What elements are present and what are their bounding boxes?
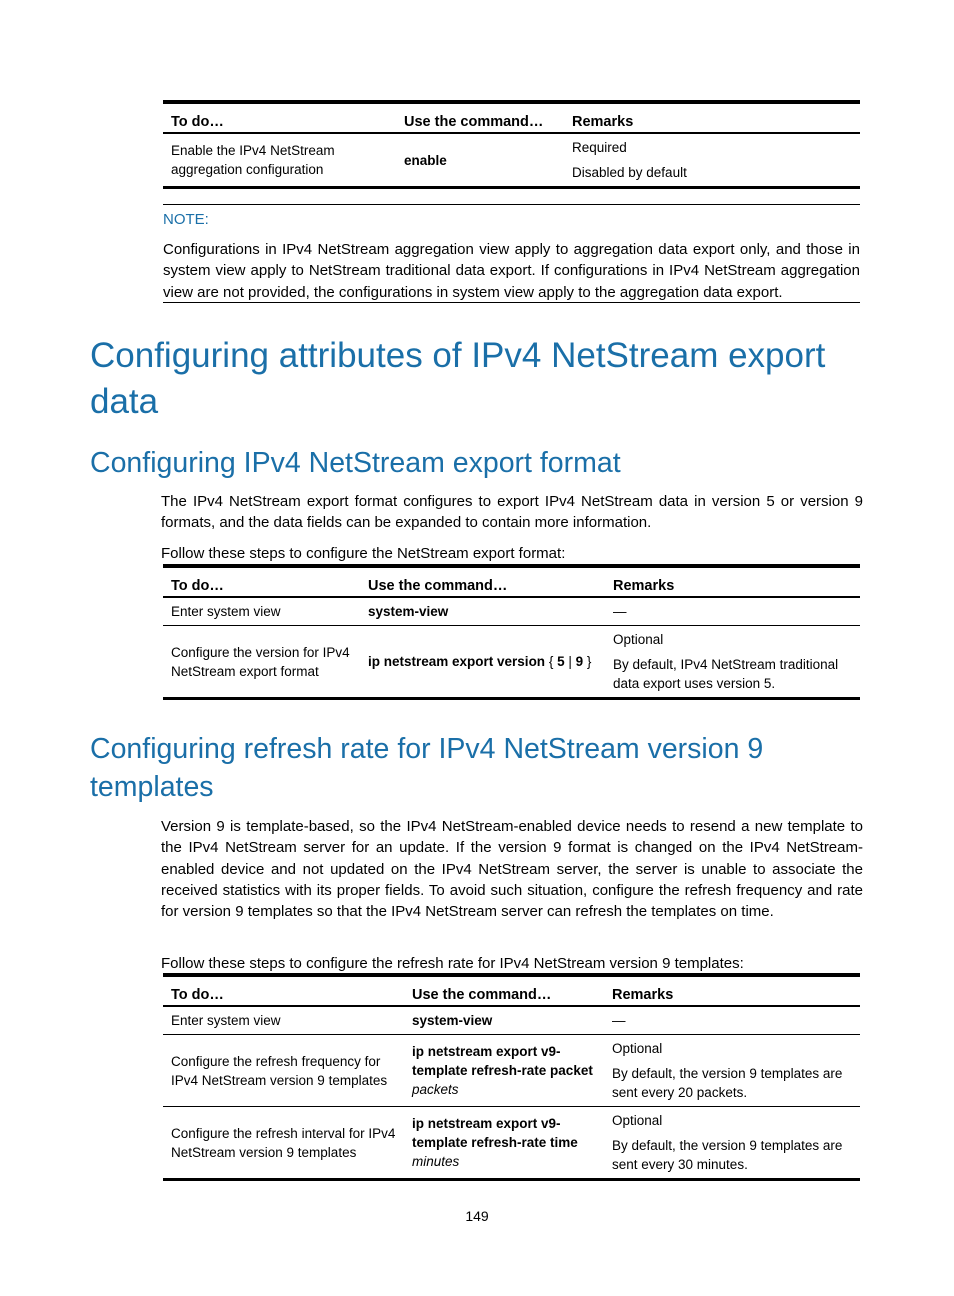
note-top-rule (163, 204, 860, 205)
command-syntax: } (583, 654, 592, 669)
remarks-cell (605, 626, 860, 699)
command-keyword: 5 (557, 654, 565, 669)
refresh-rate-command-table (163, 973, 860, 1181)
aggregation-command-table (163, 100, 860, 189)
page-number: 149 (465, 1208, 489, 1224)
remarks-cell (564, 133, 860, 188)
command-cell (404, 1107, 604, 1180)
command-syntax: | (564, 654, 576, 669)
command-keyword: ip netstream export version (368, 654, 546, 669)
col-header-command: Use the command… (404, 975, 604, 1006)
table-header-row (163, 975, 860, 1006)
command-keyword: ip netstream export v9-template refresh-rate time (412, 1116, 578, 1150)
remark-line: — (612, 1013, 626, 1028)
note-bottom-rule (163, 302, 860, 303)
table-row (163, 1006, 860, 1035)
remarks-cell (605, 597, 860, 626)
remark-line: Optional (612, 1041, 663, 1056)
command-keyword: 9 (575, 654, 584, 669)
col-header-command: Use the command… (360, 566, 605, 597)
remark-line: Required (572, 140, 627, 155)
col-header-todo: To do… (163, 102, 396, 133)
command-argument: minutes (412, 1154, 460, 1169)
command-keyword: system-view (368, 604, 449, 619)
table-row (163, 597, 860, 626)
col-header-todo: To do… (163, 566, 360, 597)
table-row (163, 1035, 860, 1107)
remark-line: By default, the version 9 templates are sent every 20 packets. (612, 1066, 843, 1100)
table-row (163, 133, 860, 188)
table-row (163, 626, 860, 699)
command-cell (360, 626, 605, 699)
command-keyword: system-view (412, 1013, 493, 1028)
todo-cell: Configure the refresh frequency for IPv4 NetStream version 9 templates (163, 1035, 404, 1107)
todo-cell: Configure the refresh interval for IPv4 NetStream version 9 templates (163, 1107, 404, 1180)
todo-cell: Enter system view (163, 1006, 404, 1035)
remark-line: Optional (612, 1113, 663, 1128)
note-text: Configurations in IPv4 NetStream aggregation view apply to aggregation data export only, and those in system view apply to NetStream traditional data export. If configurations in IPv4 NetStream aggregation view are not provided, the configurations in system view apply to the aggregation data export. (163, 241, 860, 301)
note-label: NOTE: (163, 211, 209, 228)
main-heading: Configuring attributes of IPv4 NetStream export data (90, 336, 826, 421)
command-keyword: ip netstream export v9-template refresh-rate packet (412, 1044, 593, 1078)
section-heading-export-format: Configuring IPv4 NetStream export format (90, 447, 621, 479)
command-argument: packets (412, 1082, 459, 1097)
remarks-cell (604, 1006, 860, 1035)
todo-cell: Enable the IPv4 NetStream aggregation configuration (163, 133, 396, 188)
col-header-todo: To do… (163, 975, 404, 1006)
export-format-paragraph: The IPv4 NetStream export format configures to export IPv4 NetStream data in version 5 or version 9 formats, and the data fields can be expanded to contain more information. (161, 493, 863, 532)
table-row (163, 1107, 860, 1180)
col-header-remarks: Remarks (604, 975, 860, 1006)
refresh-rate-paragraph: Version 9 is template-based, so the IPv4 NetStream-enabled device needs to resend a new template to the IPv4 NetStream server for an update. If the version 9 format is changed on the IPv4 NetStream-enabled device and not updated on the IPv4 NetStream server, the server is unable to associate the received statistics with its proper fields. To avoid such situation, configure the refresh frequency and rate for version 9 templates so that the IPv4 NetStream server can refresh the templates on time. (161, 818, 863, 921)
export-format-command-table (163, 564, 860, 700)
remark-line: By default, IPv4 NetStream traditional data export uses version 5. (613, 657, 839, 691)
remark-line: By default, the version 9 templates are sent every 30 minutes. (612, 1138, 843, 1172)
command-cell (360, 597, 605, 626)
remark-line: Disabled by default (572, 165, 687, 180)
command-cell (404, 1006, 604, 1035)
refresh-rate-lead: Follow these steps to configure the refresh rate for IPv4 NetStream version 9 templates: (161, 955, 744, 972)
section-heading-refresh-rate: Configuring refresh rate for IPv4 NetStream version 9 templates (90, 733, 764, 803)
command-cell (396, 133, 564, 188)
col-header-remarks: Remarks (605, 566, 860, 597)
command-syntax: { (545, 654, 558, 669)
table-header-row (163, 102, 860, 133)
todo-cell: Enter system view (163, 597, 360, 626)
col-header-remarks: Remarks (564, 102, 860, 133)
remark-line: Optional (613, 632, 664, 647)
command-cell (404, 1035, 604, 1107)
col-header-command: Use the command… (396, 102, 564, 133)
export-format-lead: Follow these steps to configure the NetStream export format: (161, 545, 566, 562)
todo-cell: Configure the version for IPv4 NetStream export format (163, 626, 360, 699)
remarks-cell (604, 1035, 860, 1107)
command-keyword: enable (404, 152, 447, 168)
remarks-cell (604, 1107, 860, 1180)
table-header-row (163, 566, 860, 597)
remark-line: — (613, 604, 627, 619)
